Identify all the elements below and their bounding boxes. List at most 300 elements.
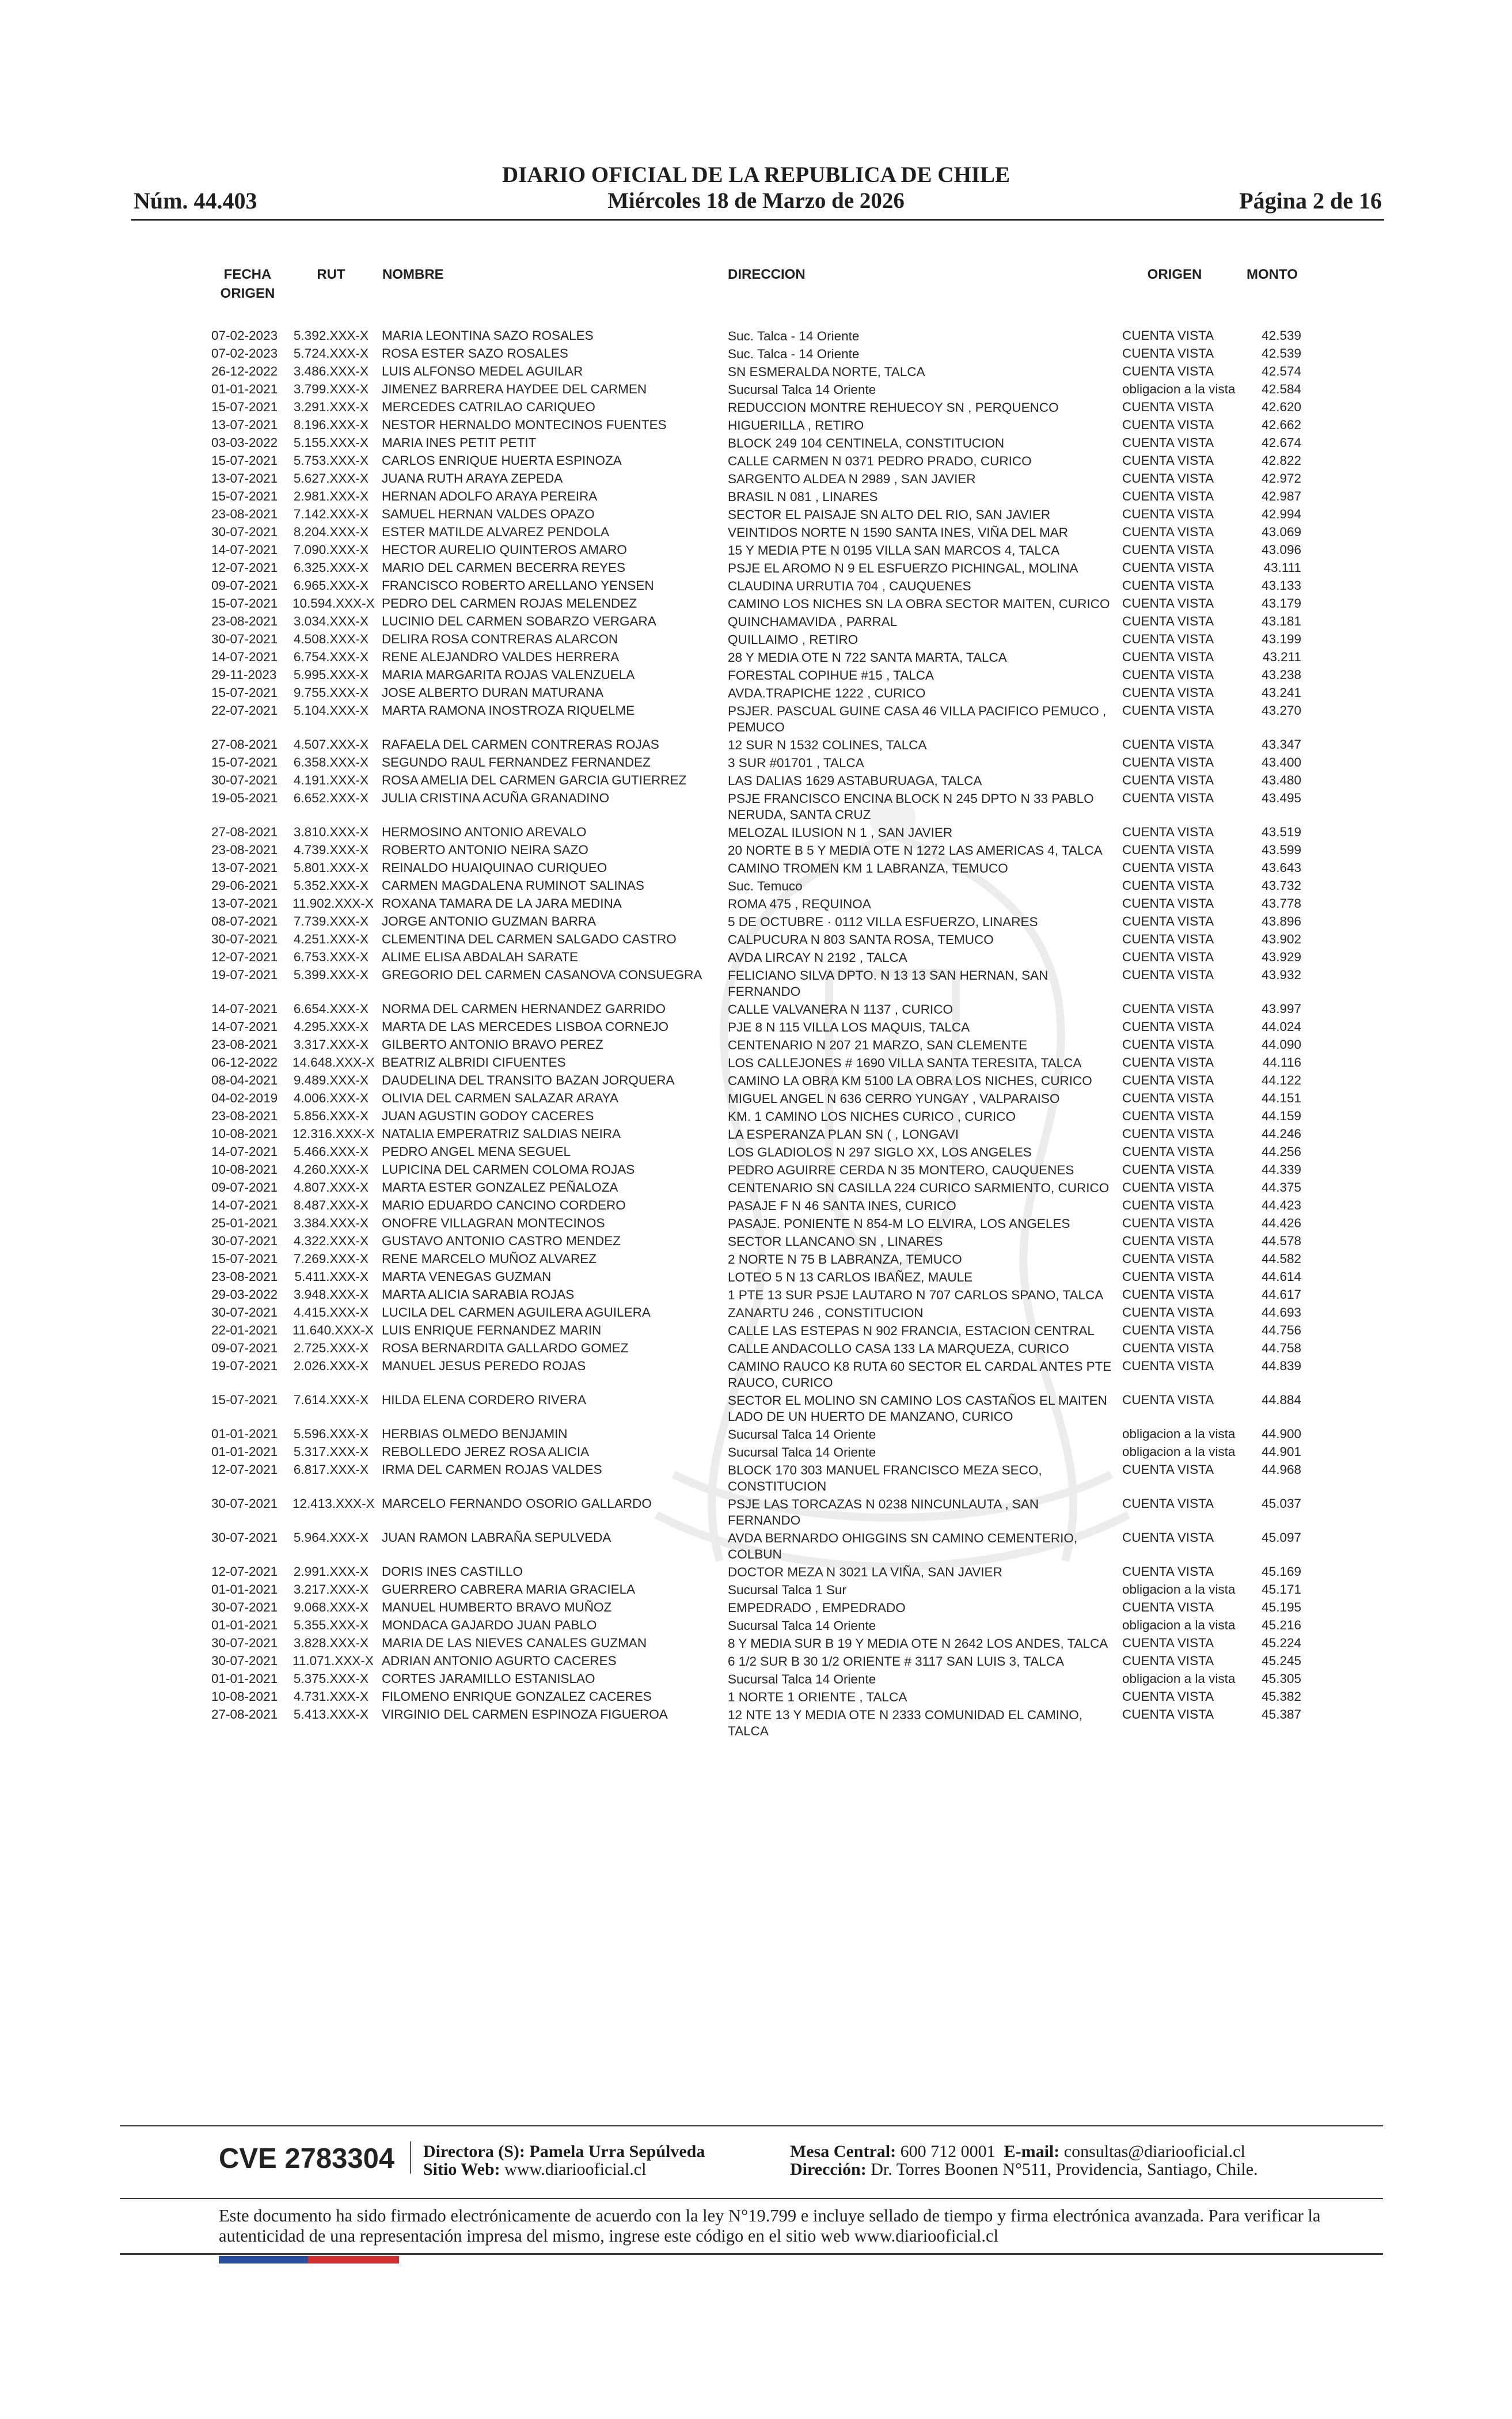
row-fecha: 14-07-2021 <box>211 542 278 557</box>
row-rut: 2.725.XXX-X <box>293 1340 368 1355</box>
row-monto: 42.584 <box>1262 381 1301 396</box>
row-nombre: HERBIAS OLMEDO BENJAMIN <box>382 1426 568 1441</box>
row-origen: CUENTA VISTA <box>1122 649 1214 664</box>
row-fecha: 03-03-2022 <box>211 435 278 450</box>
table-row <box>0 789 1512 823</box>
row-origen: CUENTA VISTA <box>1122 860 1214 875</box>
row-nombre: FRANCISCO ROBERTO ARELLANO YENSEN <box>382 578 654 593</box>
row-fecha: 25-01-2021 <box>211 1215 278 1230</box>
row-origen: CUENTA VISTA <box>1122 824 1214 839</box>
row-nombre: GUSTAVO ANTONIO CASTRO MENDEZ <box>382 1233 621 1248</box>
table-row <box>0 1616 1512 1634</box>
row-origen: CUENTA VISTA <box>1122 613 1214 628</box>
row-direccion: 20 NORTE B 5 Y MEDIA OTE N 1272 LAS AMERICAS 4, TALCA <box>728 843 1103 858</box>
row-origen: CUENTA VISTA <box>1122 913 1214 928</box>
row-origen: CUENTA VISTA <box>1122 703 1214 718</box>
row-nombre: MARIO DEL CARMEN BECERRA REYES <box>382 560 626 575</box>
row-fecha: 06-12-2022 <box>211 1055 278 1070</box>
row-nombre: LUCILA DEL CARMEN AGUILERA AGUILERA <box>382 1305 651 1320</box>
row-fecha: 14-07-2021 <box>211 1197 278 1212</box>
table-row <box>0 1053 1512 1071</box>
row-monto: 45.037 <box>1262 1496 1301 1511</box>
table-row <box>0 1036 1512 1053</box>
row-monto: 45.305 <box>1262 1671 1301 1686</box>
table-row <box>0 1563 1512 1580</box>
row-fecha: 22-01-2021 <box>211 1322 278 1337</box>
row-origen: CUENTA VISTA <box>1122 842 1214 857</box>
row-rut: 2.991.XXX-X <box>293 1564 368 1579</box>
table-row <box>0 1268 1512 1286</box>
row-rut: 6.965.XXX-X <box>293 578 368 593</box>
row-direccion: CALLE ANDACOLLO CASA 133 LA MARQUEZA, CURICO <box>728 1341 1069 1356</box>
row-fecha: 14-07-2021 <box>211 1001 278 1016</box>
table-row <box>0 753 1512 771</box>
row-direccion: 3 SUR #01701 , TALCA <box>728 756 864 770</box>
row-nombre: RENE MARCELO MUÑOZ ALVAREZ <box>382 1251 597 1266</box>
row-monto: 45.216 <box>1262 1617 1301 1632</box>
table-row <box>0 469 1512 487</box>
row-origen: CUENTA VISTA <box>1122 1215 1214 1230</box>
row-fecha: 07-02-2023 <box>211 328 278 343</box>
table-row <box>0 1688 1512 1705</box>
row-monto: 45.382 <box>1262 1689 1301 1704</box>
table-row <box>0 344 1512 362</box>
row-direccion: PASAJE. PONIENTE N 854-M LO ELVIRA, LOS ANGELES <box>728 1216 1070 1231</box>
table-row <box>0 841 1512 859</box>
table-row <box>0 1107 1512 1125</box>
row-origen: CUENTA VISTA <box>1122 631 1214 646</box>
row-nombre: MARTA ALICIA SARABIA ROJAS <box>382 1287 575 1302</box>
row-rut: 4.191.XXX-X <box>293 772 368 787</box>
row-origen: CUENTA VISTA <box>1122 578 1214 593</box>
row-direccion: LOS GLADIOLOS N 297 SIGLO XX, LOS ANGELES <box>728 1145 1032 1159</box>
row-rut: 5.352.XXX-X <box>293 878 368 893</box>
row-monto: 42.620 <box>1262 399 1301 414</box>
row-direccion: 1 PTE 13 SUR PSJE LAUTARO N 707 CARLOS SPANO, TALCA <box>728 1288 1104 1302</box>
column-header-direccion: DIRECCION <box>728 267 806 282</box>
publication-title: DIARIO OFICIAL DE LA REPUBLICA DE CHILE <box>502 162 1010 187</box>
row-monto: 44.116 <box>1262 1055 1301 1070</box>
row-direccion: PSJE EL AROMO N 9 EL ESFUERZO PICHINGAL, MOLINA <box>728 561 1078 575</box>
row-origen: CUENTA VISTA <box>1122 1653 1214 1668</box>
row-nombre: REINALDO HUAIQUINAO CURIQUEO <box>382 860 607 875</box>
row-origen: obligacion a la vista <box>1122 381 1236 396</box>
row-direccion: SN ESMERALDA NORTE, TALCA <box>728 365 925 379</box>
table-row <box>0 487 1512 505</box>
issue-number: Núm. 44.403 <box>134 188 257 214</box>
row-origen: CUENTA VISTA <box>1122 1689 1214 1704</box>
row-direccion: 5 DE OCTUBRE · 0112 VILLA ESFUERZO, LINARES <box>728 915 1038 929</box>
table-row <box>0 594 1512 612</box>
row-direccion: BLOCK 249 104 CENTINELA, CONSTITUCION <box>728 436 1005 450</box>
table-row <box>0 416 1512 434</box>
row-direccion: 28 Y MEDIA OTE N 722 SANTA MARTA, TALCA <box>728 650 1007 665</box>
row-origen: CUENTA VISTA <box>1122 488 1214 503</box>
row-rut: 5.392.XXX-X <box>293 328 368 343</box>
row-direccion: FORESTAL COPIHUE #15 , TALCA <box>728 668 934 683</box>
row-rut: 11.071.XXX-X <box>292 1653 374 1668</box>
row-nombre: REBOLLEDO JEREZ ROSA ALICIA <box>382 1444 590 1459</box>
cve-code: CVE 2783304 <box>219 2143 395 2174</box>
table-row <box>0 1232 1512 1250</box>
row-nombre: MARIA INES PETIT PETIT <box>382 435 537 450</box>
row-origen: CUENTA VISTA <box>1122 399 1214 414</box>
row-rut: 14.648.XXX-X <box>292 1055 375 1070</box>
row-origen: CUENTA VISTA <box>1122 1144 1214 1159</box>
row-rut: 8.487.XXX-X <box>293 1197 368 1212</box>
row-fecha: 15-07-2021 <box>211 399 278 414</box>
row-origen: CUENTA VISTA <box>1122 896 1214 911</box>
table-row <box>0 1634 1512 1652</box>
table-row <box>0 1670 1512 1688</box>
row-direccion: 6 1/2 SUR B 30 1/2 ORIENTE # 3117 SAN LUIS 3, TALCA <box>728 1654 1065 1669</box>
table-row <box>0 1303 1512 1321</box>
row-nombre: GUERRERO CABRERA MARIA GRACIELA <box>382 1582 636 1597</box>
row-direccion: SECTOR EL MOLINO SN CAMINO LOS CASTAÑOS EL MAITEN LADO DE UN HUERTO DE MANZANO, CURICO <box>728 1393 1107 1424</box>
row-fecha: 23-08-2021 <box>211 1269 278 1284</box>
row-nombre: JUAN RAMON LABRAÑA SEPULVEDA <box>382 1530 611 1545</box>
row-monto: 43.997 <box>1262 1001 1301 1016</box>
row-monto: 43.096 <box>1262 542 1301 557</box>
row-rut: 3.317.XXX-X <box>293 1037 368 1052</box>
row-monto: 43.181 <box>1262 613 1301 628</box>
row-monto: 44.968 <box>1262 1462 1301 1477</box>
row-direccion: LA ESPERANZA PLAN SN ( , LONGAVI <box>728 1127 959 1142</box>
row-nombre: MARTA ESTER GONZALEZ PEÑALOZA <box>382 1180 618 1195</box>
row-rut: 4.322.XXX-X <box>293 1233 368 1248</box>
row-nombre: PEDRO DEL CARMEN ROJAS MELENDEZ <box>382 596 637 611</box>
row-monto: 44.339 <box>1262 1162 1301 1177</box>
row-rut: 5.995.XXX-X <box>293 667 368 682</box>
row-rut: 4.006.XXX-X <box>293 1090 368 1105</box>
row-rut: 7.090.XXX-X <box>293 542 368 557</box>
row-monto: 45.097 <box>1262 1530 1301 1545</box>
table-row <box>0 1391 1512 1425</box>
table-row <box>0 630 1512 648</box>
row-nombre: HERNAN ADOLFO ARAYA PEREIRA <box>382 488 598 503</box>
row-fecha: 26-12-2022 <box>211 363 278 378</box>
row-origen: CUENTA VISTA <box>1122 1019 1214 1034</box>
row-monto: 43.238 <box>1262 667 1301 682</box>
row-nombre: JIMENEZ BARRERA HAYDEE DEL CARMEN <box>382 381 647 396</box>
row-rut: 9.755.XXX-X <box>293 685 368 700</box>
row-rut: 12.413.XXX-X <box>292 1496 375 1511</box>
row-fecha: 14-07-2021 <box>211 649 278 664</box>
row-monto: 43.932 <box>1262 967 1301 982</box>
row-monto: 43.199 <box>1262 631 1301 646</box>
row-rut: 7.614.XXX-X <box>293 1392 368 1407</box>
row-nombre: ESTER MATILDE ALVAREZ PENDOLA <box>382 524 610 539</box>
row-direccion: QUILLAIMO , RETIRO <box>728 632 858 647</box>
row-origen: CUENTA VISTA <box>1122 1162 1214 1177</box>
row-nombre: VIRGINIO DEL CARMEN ESPINOZA FIGUEROA <box>382 1707 668 1722</box>
row-origen: CUENTA VISTA <box>1122 1707 1214 1722</box>
flag-stripe-red <box>308 2256 399 2263</box>
table-row <box>0 612 1512 630</box>
row-monto: 43.133 <box>1262 578 1301 593</box>
row-fecha: 12-07-2021 <box>211 1564 278 1579</box>
row-origen: CUENTA VISTA <box>1122 949 1214 964</box>
row-direccion: HIGUERILLA , RETIRO <box>728 418 864 433</box>
row-monto: 43.270 <box>1262 703 1301 718</box>
row-monto: 42.987 <box>1262 488 1301 503</box>
row-fecha: 30-07-2021 <box>211 1653 278 1668</box>
row-monto: 45.171 <box>1262 1582 1301 1597</box>
row-fecha: 30-07-2021 <box>211 1530 278 1545</box>
row-direccion: PJE 8 N 115 VILLA LOS MAQUIS, TALCA <box>728 1020 970 1034</box>
row-monto: 44.122 <box>1262 1072 1301 1087</box>
row-monto: 44.578 <box>1262 1233 1301 1248</box>
table-row <box>0 1125 1512 1143</box>
row-rut: 3.384.XXX-X <box>293 1215 368 1230</box>
footer-contact-right <box>790 2143 1258 2178</box>
table-row <box>0 1000 1512 1018</box>
row-rut: 3.034.XXX-X <box>293 613 368 628</box>
table-row <box>0 948 1512 966</box>
row-direccion: 12 SUR N 1532 COLINES, TALCA <box>728 738 927 752</box>
row-nombre: IRMA DEL CARMEN ROJAS VALDES <box>382 1462 602 1477</box>
row-rut: 5.399.XXX-X <box>293 967 368 982</box>
row-nombre: CORTES JARAMILLO ESTANISLAO <box>382 1671 595 1686</box>
row-monto: 45.245 <box>1262 1653 1301 1668</box>
row-direccion: CALPUCURA N 803 SANTA ROSA, TEMUCO <box>728 932 994 947</box>
row-direccion: PSJE LAS TORCAZAS N 0238 NINCUNLAUTA , SAN FERNANDO <box>728 1497 1039 1527</box>
row-direccion: DOCTOR MEZA N 3021 LA VIÑA, SAN JAVIER <box>728 1565 1002 1579</box>
row-rut: 4.807.XXX-X <box>293 1180 368 1195</box>
row-origen: CUENTA VISTA <box>1122 1305 1214 1320</box>
row-nombre: JUANA RUTH ARAYA ZEPEDA <box>382 471 563 486</box>
table-row <box>0 771 1512 789</box>
row-rut: 12.316.XXX-X <box>292 1126 375 1141</box>
email-link[interactable]: consultas@diariooficial.cl <box>1063 2142 1245 2161</box>
row-monto: 44.756 <box>1262 1322 1301 1337</box>
row-nombre: DAUDELINA DEL TRANSITO BAZAN JORQUERA <box>382 1072 675 1087</box>
row-nombre: GREGORIO DEL CARMEN CASANOVA CONSUEGRA <box>382 967 702 982</box>
row-direccion: MELOZAL ILUSION N 1 , SAN JAVIER <box>728 825 953 840</box>
row-origen: CUENTA VISTA <box>1122 667 1214 682</box>
row-direccion: CAMINO LOS NICHES SN LA OBRA SECTOR MAITEN, CURICO <box>728 597 1110 611</box>
row-rut: 11.640.XXX-X <box>292 1322 374 1337</box>
row-direccion: SECTOR LLANCANO SN , LINARES <box>728 1234 943 1249</box>
row-origen: CUENTA VISTA <box>1122 1635 1214 1650</box>
row-nombre: ALIME ELISA ABDALAH SARATE <box>382 949 578 964</box>
row-origen: CUENTA VISTA <box>1122 1462 1214 1477</box>
row-monto: 43.495 <box>1262 790 1301 805</box>
row-rut: 4.739.XXX-X <box>293 842 368 857</box>
row-nombre: FILOMENO ENRIQUE GONZALEZ CACERES <box>382 1689 652 1704</box>
row-rut: 3.291.XXX-X <box>293 399 368 414</box>
row-direccion: 2 NORTE N 75 B LABRANZA, TEMUCO <box>728 1252 962 1267</box>
row-rut: 3.948.XXX-X <box>293 1287 368 1302</box>
row-direccion: KM. 1 CAMINO LOS NICHES CURICO , CURICO <box>728 1109 1016 1124</box>
row-monto: 44.159 <box>1262 1108 1301 1123</box>
row-origen: CUENTA VISTA <box>1122 931 1214 946</box>
row-direccion: Sucursal Talca 14 Oriente <box>728 1618 876 1633</box>
table-row <box>0 1214 1512 1232</box>
row-fecha: 08-07-2021 <box>211 913 278 928</box>
row-nombre: SEGUNDO RAUL FERNANDEZ FERNANDEZ <box>382 754 651 769</box>
row-origen: CUENTA VISTA <box>1122 685 1214 700</box>
row-origen: CUENTA VISTA <box>1122 1037 1214 1052</box>
row-origen: CUENTA VISTA <box>1122 1197 1214 1212</box>
beneficiary-table <box>0 327 1512 1739</box>
phone-number: 600 712 0001 <box>900 2142 996 2161</box>
row-direccion: BLOCK 170 303 MANUEL FRANCISCO MEZA SECO, CONSTITUCION <box>728 1463 1042 1493</box>
row-fecha: 14-07-2021 <box>211 1144 278 1159</box>
row-fecha: 01-01-2021 <box>211 1582 278 1597</box>
table-row <box>0 1178 1512 1196</box>
row-fecha: 15-07-2021 <box>211 685 278 700</box>
row-fecha: 29-03-2022 <box>211 1287 278 1302</box>
row-monto: 43.896 <box>1262 913 1301 928</box>
row-rut: 5.627.XXX-X <box>293 471 368 486</box>
header-divider <box>131 219 1384 221</box>
row-origen: CUENTA VISTA <box>1122 1599 1214 1614</box>
row-fecha: 01-01-2021 <box>211 1617 278 1632</box>
row-monto: 43.179 <box>1262 596 1301 611</box>
row-origen: CUENTA VISTA <box>1122 524 1214 539</box>
row-rut: 5.801.XXX-X <box>293 860 368 875</box>
table-row <box>0 648 1512 666</box>
table-row <box>0 1161 1512 1178</box>
row-rut: 7.739.XXX-X <box>293 913 368 928</box>
row-rut: 11.902.XXX-X <box>292 896 374 911</box>
row-origen: CUENTA VISTA <box>1122 1251 1214 1266</box>
table-row <box>0 1089 1512 1107</box>
row-monto: 44.151 <box>1262 1090 1301 1105</box>
row-fecha: 10-08-2021 <box>211 1689 278 1704</box>
row-nombre: ROBERTO ANTONIO NEIRA SAZO <box>382 842 588 857</box>
row-fecha: 01-01-2021 <box>211 1426 278 1441</box>
row-direccion: Suc. Talca - 14 Oriente <box>728 347 860 361</box>
row-monto: 44.758 <box>1262 1340 1301 1355</box>
row-origen: CUENTA VISTA <box>1122 967 1214 982</box>
row-fecha: 09-07-2021 <box>211 578 278 593</box>
row-monto: 43.241 <box>1262 685 1301 700</box>
row-origen: CUENTA VISTA <box>1122 772 1214 787</box>
row-direccion: LOS CALLEJONES # 1690 VILLA SANTA TERESITA, TALCA <box>728 1056 1082 1070</box>
table-row <box>0 362 1512 380</box>
table-row <box>0 577 1512 594</box>
row-direccion: CLAUDINA URRUTIA 704 , CAUQUENES <box>728 579 971 593</box>
row-direccion: SECTOR EL PAISAJE SN ALTO DEL RIO, SAN JAVIER <box>728 507 1051 522</box>
row-fecha: 10-08-2021 <box>211 1162 278 1177</box>
phone-label: Mesa Central: <box>790 2142 896 2161</box>
row-origen: CUENTA VISTA <box>1122 1564 1214 1579</box>
email-label: E-mail: <box>1004 2142 1060 2161</box>
row-direccion: CENTENARIO N 207 21 MARZO, SAN CLEMENTE <box>728 1038 1028 1052</box>
row-nombre: DELIRA ROSA CONTRERAS ALARCON <box>382 631 618 646</box>
row-fecha: 12-07-2021 <box>211 560 278 575</box>
row-monto: 44.582 <box>1262 1251 1301 1266</box>
row-direccion: PASAJE F N 46 SANTA INES, CURICO <box>728 1199 956 1213</box>
row-nombre: GILBERTO ANTONIO BRAVO PEREZ <box>382 1037 603 1052</box>
row-nombre: MERCEDES CATRILAO CARIQUEO <box>382 399 595 414</box>
row-nombre: ROSA AMELIA DEL CARMEN GARCIA GUTIERREZ <box>382 772 687 787</box>
table-row <box>0 684 1512 702</box>
row-fecha: 30-07-2021 <box>211 772 278 787</box>
row-fecha: 30-07-2021 <box>211 1599 278 1614</box>
row-rut: 7.269.XXX-X <box>293 1251 368 1266</box>
row-monto: 43.400 <box>1262 754 1301 769</box>
row-rut: 5.466.XXX-X <box>293 1144 368 1159</box>
table-row <box>0 1580 1512 1598</box>
signature-notice: Este documento ha sido firmado electrónicamente de acuerdo con la ley N°19.799 e incluye sellado de tiempo y firma electrónica avanzada. Para verificar la autenticidad de una representación impresa del mismo, ingrese este código en el sitio web www.diariooficial.cl <box>219 2206 1321 2246</box>
row-fecha: 10-08-2021 <box>211 1126 278 1141</box>
row-rut: 5.317.XXX-X <box>293 1444 368 1459</box>
row-rut: 6.754.XXX-X <box>293 649 368 664</box>
row-monto: 42.822 <box>1262 453 1301 468</box>
website-link[interactable]: www.diariooficial.cl <box>504 2160 647 2179</box>
row-direccion: BRASIL N 081 , LINARES <box>728 490 878 504</box>
row-nombre: LUIS ENRIQUE FERNANDEZ MARIN <box>382 1322 602 1337</box>
table-row <box>0 1443 1512 1461</box>
row-nombre: MARCELO FERNANDO OSORIO GALLARDO <box>382 1496 652 1511</box>
row-origen: CUENTA VISTA <box>1122 737 1214 752</box>
column-header-rut: RUT <box>317 267 345 282</box>
row-fecha: 01-01-2021 <box>211 381 278 396</box>
row-origen: CUENTA VISTA <box>1122 417 1214 432</box>
table-row <box>0 452 1512 469</box>
row-monto: 44.024 <box>1262 1019 1301 1034</box>
row-nombre: DORIS INES CASTILLO <box>382 1564 523 1579</box>
row-origen: CUENTA VISTA <box>1122 1496 1214 1511</box>
row-origen: CUENTA VISTA <box>1122 363 1214 378</box>
row-monto: 44.256 <box>1262 1144 1301 1159</box>
row-monto: 43.732 <box>1262 878 1301 893</box>
row-origen: CUENTA VISTA <box>1122 542 1214 557</box>
footer-divider-middle <box>120 2198 1383 2199</box>
row-nombre: CLEMENTINA DEL CARMEN SALGADO CASTRO <box>382 931 677 946</box>
row-rut: 5.355.XXX-X <box>293 1617 368 1632</box>
row-monto: 43.778 <box>1262 896 1301 911</box>
row-direccion: CAMINO TROMEN KM 1 LABRANZA, TEMUCO <box>728 861 1008 875</box>
row-monto: 44.617 <box>1262 1287 1301 1302</box>
row-nombre: ROSA BERNARDITA GALLARDO GOMEZ <box>382 1340 629 1355</box>
row-monto: 44.839 <box>1262 1358 1301 1373</box>
row-direccion: Sucursal Talca 14 Oriente <box>728 1672 876 1686</box>
row-monto: 43.480 <box>1262 772 1301 787</box>
row-direccion: MIGUEL ANGEL N 636 CERRO YUNGAY , VALPARAISO <box>728 1091 1060 1106</box>
row-monto: 42.662 <box>1262 417 1301 432</box>
row-fecha: 15-07-2021 <box>211 1392 278 1407</box>
row-monto: 44.884 <box>1262 1392 1301 1407</box>
row-rut: 5.596.XXX-X <box>293 1426 368 1441</box>
row-direccion: QUINCHAMAVIDA , PARRAL <box>728 615 898 629</box>
website-label: Sitio Web: <box>423 2160 500 2179</box>
row-rut: 5.964.XXX-X <box>293 1530 368 1545</box>
row-rut: 4.295.XXX-X <box>293 1019 368 1034</box>
row-nombre: ONOFRE VILLAGRAN MONTECINOS <box>382 1215 605 1230</box>
row-origen: CUENTA VISTA <box>1122 471 1214 486</box>
table-row <box>0 823 1512 841</box>
row-rut: 5.155.XXX-X <box>293 435 368 450</box>
row-origen: CUENTA VISTA <box>1122 1055 1214 1070</box>
row-fecha: 12-07-2021 <box>211 1462 278 1477</box>
table-row <box>0 1250 1512 1268</box>
row-fecha: 23-08-2021 <box>211 842 278 857</box>
row-fecha: 08-04-2021 <box>211 1072 278 1087</box>
director-name: Pamela Urra Sepúlveda <box>529 2142 705 2161</box>
row-fecha: 30-07-2021 <box>211 524 278 539</box>
row-origen: CUENTA VISTA <box>1122 560 1214 575</box>
row-direccion: PSJER. PASCUAL GUINE CASA 46 VILLA PACIFICO PEMUCO , PEMUCO <box>728 704 1107 734</box>
row-origen: CUENTA VISTA <box>1122 1072 1214 1087</box>
row-nombre: LUIS ALFONSO MEDEL AGUILAR <box>382 363 583 378</box>
row-origen: CUENTA VISTA <box>1122 1269 1214 1284</box>
table-row <box>0 398 1512 416</box>
row-direccion: AVDA.TRAPICHE 1222 , CURICO <box>728 686 926 700</box>
